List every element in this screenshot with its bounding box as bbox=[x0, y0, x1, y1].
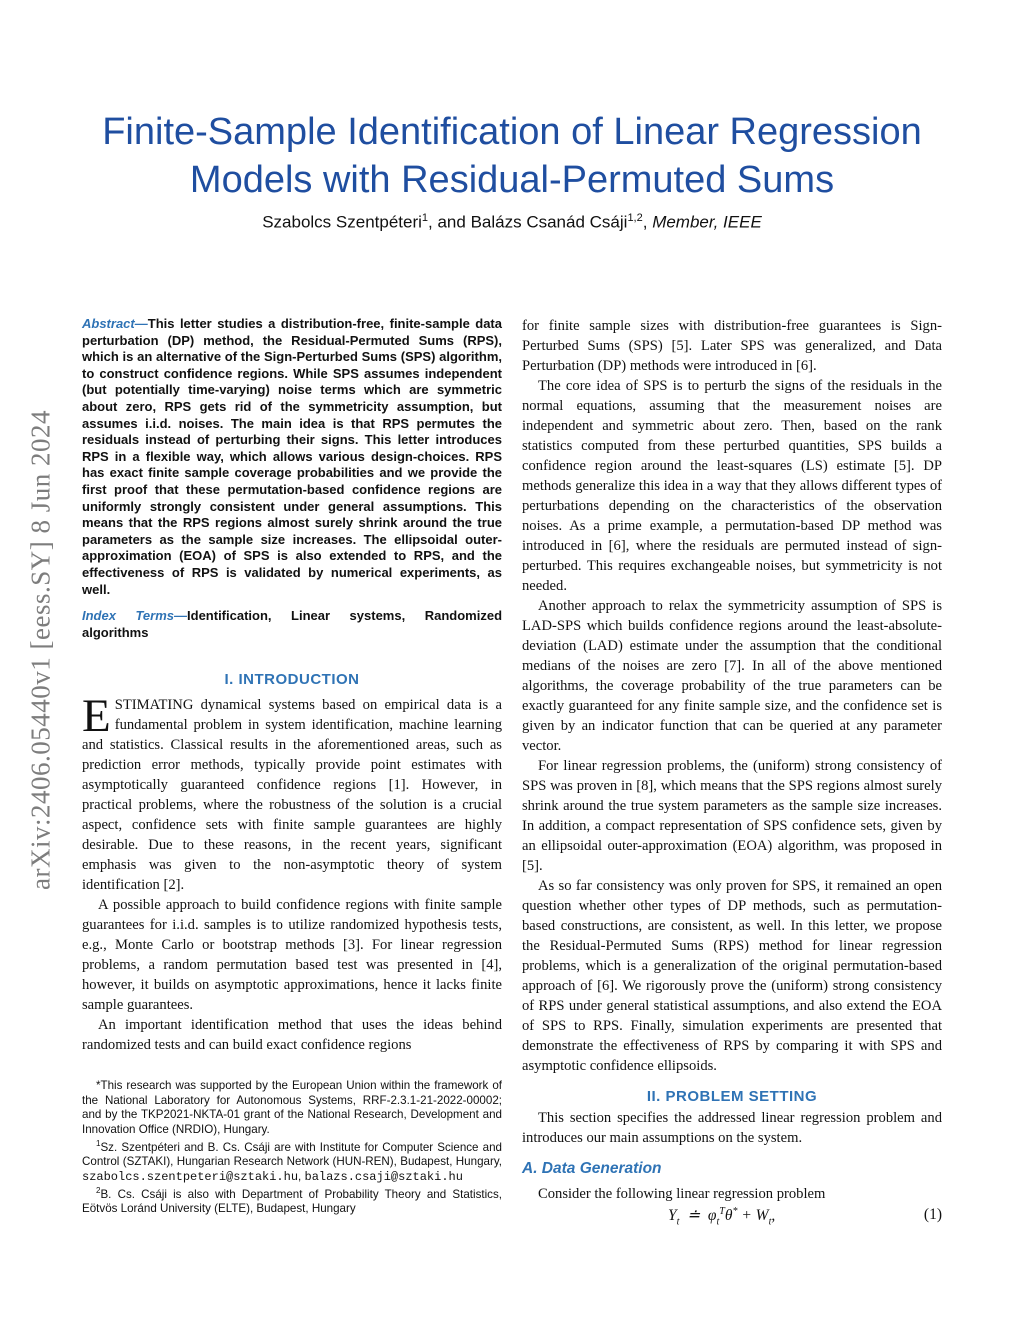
intro-paragraph-7: As so far consistency was only proven for SPS, it remained an open question whether other types of DP methods, such as permutation-based constructions, are consistent, as well. In this letter, we propose the Residual-Permuted Sums (RPS) method for linear regression problems, which is a generalization of the original permutation-based approach of [6]. We rigorously prove the (uniform) strong consistency of RPS under general statistical assumptions, and also extend the EOA of SPS to RPS. Finally, simulation experiments are presented that demonstrate the effectiveness of RPS by comparing it with SPS and asymptotic confidence ellipsoids. bbox=[522, 878, 942, 1074]
intro-paragraph-5: Another approach to relax the symmetricity assumption of SPS is LAD-SPS which builds confidence regions around the least-absolute-deviation (LAD) estimate under the assumption that the conditional medians of the noises are zero [7]. In all of the above mentioned algorithms, the coverage probability of the true parameters can be exactly guaranteed for any finite sample size, and the confidence set is given by an indicator function that can be queried at any parameter vector. bbox=[522, 598, 942, 754]
author-line bbox=[60, 212, 964, 233]
intro-paragraph-3-cont: for finite sample sizes with distribution-free guarantees is Sign-Perturbed Sums (SPS) [5]. Later SPS was generalized, and Data Perturbation (DP) methods were introduced in [6]. bbox=[522, 318, 942, 374]
abstract bbox=[82, 316, 502, 598]
equation-1 bbox=[522, 1206, 942, 1228]
index-terms bbox=[82, 608, 502, 641]
footnote-funding: *This research was supported by the European Union within the framework of the National Laboratory for Autonomous Systems, RRF-2.3.1-21-2022-00002; and by the TKP2021-NKTA-01 grant of the National Research, Development and Innovation Office (NRDIO), Hungary. bbox=[82, 1079, 502, 1136]
equation-1-expression: $Y_t$ ≐ $\varphi_t^T\theta^* + W_t$, bbox=[668, 1206, 776, 1228]
left-column bbox=[82, 316, 502, 1217]
intro-paragraph-4: The core idea of SPS is to perturb the signs of the residuals in the normal equations, assuming that the measurement noises are independent and symmetric about zero. Then, based on the rank statistics computed from these perturbed quantities, SPS builds a confidence region around the least-squares (LS) estimate [5]. DP methods generalize this idea in a way that they allows different types of perturbations depending on the characteristics of the observation noises. As a prime example, a permutation-based DP method was introduced in [6], where the residuals are permuted instead of sign-perturbed. This requires exchangeable noises, but symmetricity is not needed. bbox=[522, 378, 942, 594]
author-1-affiliation: 1 bbox=[421, 212, 429, 224]
footnote-1 bbox=[82, 1137, 502, 1184]
problem-setting-paragraph: This section specifies the addressed linear regression problem and introduces our main assumptions on the system. bbox=[522, 1110, 942, 1146]
arxiv-identifier: arXiv:2406.05440v1 [eess.SY] 8 Jun 2024 bbox=[25, 410, 56, 890]
author-2: Balázs Csanád Csáji bbox=[470, 212, 628, 232]
right-column bbox=[522, 316, 942, 1228]
author-membership: Member, IEEE bbox=[652, 212, 762, 232]
title-line-2: Models with Residual-Permuted Sums bbox=[189, 159, 835, 201]
index-terms-label: Index Terms— bbox=[82, 608, 188, 624]
footnote-2 bbox=[82, 1184, 502, 1217]
abstract-label: Abstract— bbox=[82, 316, 148, 331]
data-generation-paragraph: Consider the following linear regression problem bbox=[538, 1186, 826, 1202]
subsection-data-generation: A. Data Generation bbox=[522, 1160, 662, 1177]
footnotes bbox=[82, 1079, 502, 1216]
section-1-heading: I. INTRODUCTION bbox=[224, 671, 360, 689]
intro-paragraph-1-text: STIMATING dynamical systems based on empirical data is a fundamental problem in system identification, machine learning and statistics. Classical results in the aforementioned areas, such as prediction error methods, typically provide point estimates with asymptotically guaranteed confidence regions [1]. However, in practical problems, where the robustness of the solution is a crucial aspect, confidence sets with finite sample guarantees are highly desirable. Due to these reasons, in the recent years, significant emphasis was given to the non-asymptotic theory of system identification [2]. bbox=[82, 697, 502, 894]
title-line-1: Finite-Sample Identification of Linear Regression bbox=[102, 111, 922, 153]
section-2-heading: II. PROBLEM SETTING bbox=[646, 1088, 818, 1105]
author-1: Szabolcs Szentpéteri bbox=[262, 212, 422, 232]
footnote-2-mark: 2 bbox=[96, 1185, 101, 1195]
arxiv-side-label bbox=[24, 355, 58, 945]
email-szentpeteri[interactable]: szabolcs.szentpeteri@sztaki.hu bbox=[82, 1169, 299, 1184]
abstract-text: This letter studies a distribution-free, finite-sample data perturbation (DP) method, the Residual-Permuted Sums (RPS), which is an alternative of the Sign-Perturbed Sums (SPS) algorithm, to construct confidence regions. While SPS assumes independent (but potentially time-varying) noise terms which are symmetric about zero, RPS gets rid of the symmetricity assumption, but assumes i.i.d. noises. The main idea is that RPS permutes the residuals instead of perturbing their signs. This letter introduces RPS in a flexible way, which allows various design-choices. RPS has exact finite sample coverage probabilities and we provide the first proof that these permutation-based confidence regions are uniformly strongly consistent under general assumptions. This means that the RPS regions almost surely shrink around the true parameters as the sample size increases. The ellipsoidal outer-approximation (EOA) of SPS is also extended to RPS, and the effectiveness of RPS is validated by numerical experiments, as well. bbox=[82, 316, 502, 597]
dropcap-letter: E bbox=[82, 690, 111, 743]
intro-paragraph-3: An important identification method that uses the ideas behind randomized tests and can build exact confidence regions bbox=[82, 1017, 502, 1054]
author-separator: , and bbox=[428, 212, 471, 232]
paper-title bbox=[60, 108, 964, 204]
equation-1-number: (1) bbox=[923, 1206, 942, 1223]
footnote-1-comma: , bbox=[298, 1169, 305, 1183]
author-tail: , bbox=[642, 212, 653, 232]
intro-paragraph-2: A possible approach to build confidence regions with finite sample guarantees for i.i.d. samples is to utilize randomized hypothesis tests, e.g., Monte Carlo or bootstrap methods [3]. For linear regression problems, a random permutation based test was presented in [4], however, it builds on asymptotic approximations, hence it lacks finite sample guarantees. bbox=[82, 897, 502, 1014]
intro-paragraph-1 bbox=[82, 690, 502, 895]
footnote-2-text: B. Cs. Csáji is also with Department of Probability Theory and Statistics, Eötvös Loránd University (ELTE), Budapest, Hungary bbox=[82, 1187, 502, 1216]
email-csaji[interactable]: balazs.csaji@sztaki.hu bbox=[304, 1169, 463, 1184]
author-2-affiliation: 1,2 bbox=[627, 212, 643, 224]
index-terms-text: Identification, Linear systems, Randomized algorithms bbox=[82, 608, 503, 640]
footnote-1-text: Sz. Szentpéteri and B. Cs. Csáji are with Institute for Computer Science and Control (SZTAKI), Hungarian Research Network (HUN-REN), Budapest, Hungary, bbox=[82, 1140, 502, 1169]
footnote-1-mark: 1 bbox=[96, 1138, 101, 1148]
intro-paragraph-6: For linear regression problems, the (uniform) strong consistency of SPS was proven in [8], which means that the SPS regions almost surely shrink around the true system parameters as the sample size increases. In addition, a compact representation of SPS confidence sets, given by an ellipsoidal outer-approximation (EOA) algorithm, was proposed in [5]. bbox=[522, 758, 942, 874]
